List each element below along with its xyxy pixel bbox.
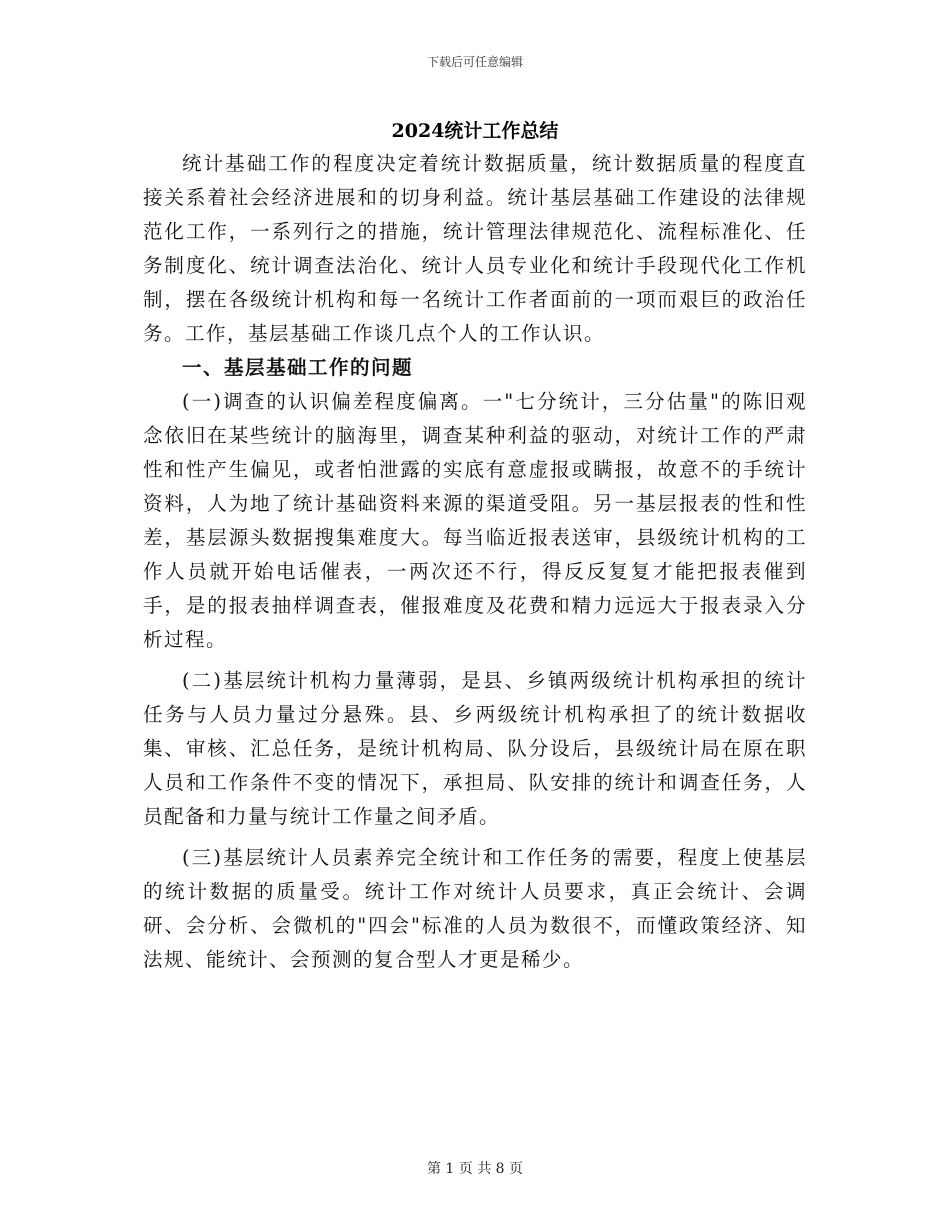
paragraph-1: (一)调查的认识偏差程度偏离。一"七分统计，三分估量"的陈旧观念依旧在某些统计的脑海里，调查某种利益的驱动，对统计工作的严肃性和性产生偏见，或者怕泄露的实底有意虚报或瞒报，故意不的手统计资料，人为地了统计基础资料来源的渠道受阻。另一基层报表的性和性差，基层源头数据搜集难度大。每当临近报表送审，县级统计机构的工作人员就开始电话催表，一两次还不行，得反反复复才能把报表催到手，是的报表抽样调查表，催报难度及花费和精力远远大于报表录入分析过程。 (143, 390, 807, 651)
document-body (143, 147, 807, 977)
section-heading: 一、基层基础工作的问题 (182, 356, 414, 379)
paragraph-2: (二)基层统计机构力量薄弱，是县、乡镇两级统计机构承担的统计任务与人员力量过分悬殊。县、乡两级统计机构承担了的统计数据收集、审核、汇总任务，是统计机构局、队分设后，县级统计局在原在职人员和工作条件不变的情况下，承担局、队安排的统计和调查任务，人员配备和力量与统计工作量之间矛盾。 (143, 669, 807, 828)
document-title: 2024统计工作总结 (391, 120, 559, 142)
page-number: 第 1 页 共 8 页 (426, 1161, 524, 1177)
header-note: 下载后可任意编辑 (426, 55, 523, 69)
intro-paragraph: 统计基础工作的程度决定着统计数据质量，统计数据质量的程度直接关系着社会经济进展和的切身利益。统计基层基础工作建设的法律规范化工作，一系列行之的措施，统计管理法律规范化、流程标准化、任务制度化、统计调查法治化、统计人员专业化和统计手段现代化工作机制，摆在各级统计机构和每一名统计工作者面前的一项而艰巨的政治任务。工作，基层基础工作谈几点个人的工作认识。 (143, 152, 807, 345)
paragraph-3: (三)基层统计人员素养完全统计和工作任务的需要，程度上使基层的统计数据的质量受。统计工作对统计人员要求，真正会统计、会调研、会分析、会微机的"四会"标准的人员为数很不，而懂政策经济、知法规、能统计、会预测的复合型人才更是稀少。 (143, 846, 807, 971)
